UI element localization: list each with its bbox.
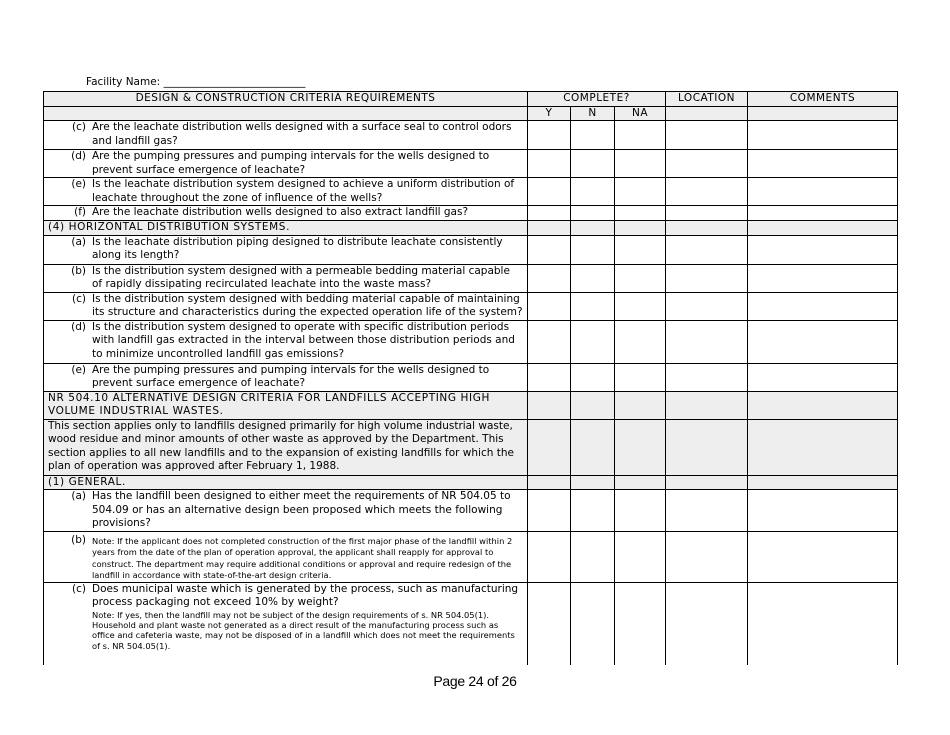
- y-cell[interactable]: [528, 490, 571, 532]
- item-question: Are the pumping pressures and pumping intervals for the wells designed to prevent surface emergence of leachate?: [92, 150, 490, 176]
- y-cell[interactable]: [528, 532, 571, 583]
- criteria-header: DESIGN & CONSTRUCTION CRITERIA REQUIREMENTS: [44, 92, 528, 107]
- location-cell[interactable]: [666, 178, 748, 206]
- comments-cell[interactable]: [748, 582, 898, 665]
- y-cell[interactable]: [528, 292, 571, 320]
- item-note: Note: If the applicant does not completed construction of the first major phase of the landfill within 2 years from the date of the plan of operation approval, the applicant shall reapply for approval to construct. The department may require additional conditions or approval and require redesign of the landfill in accordance with state-of-the-art design criteria.: [92, 536, 513, 581]
- comments-cell[interactable]: [748, 178, 898, 206]
- comments-cell[interactable]: [748, 320, 898, 363]
- page-number: Page 24 of 26: [433, 673, 517, 689]
- complete-header: COMPLETE?: [528, 92, 666, 107]
- comments-cell[interactable]: [748, 363, 898, 391]
- table-row: [44, 150, 898, 178]
- item-question: Has the landfill been designed to either meet the requirements of NR 504.05 to 504.09 or has an alternative design been proposed which meets the following provisions?: [92, 490, 511, 529]
- na-cell[interactable]: [615, 235, 666, 264]
- section-row: [44, 419, 898, 475]
- item-letter: (e): [71, 178, 86, 190]
- table-row: [44, 363, 898, 391]
- item-letter: (c): [72, 582, 86, 595]
- facility-name-line: [86, 76, 305, 88]
- location-cell[interactable]: [666, 582, 748, 665]
- n-cell[interactable]: [571, 121, 615, 150]
- y-cell[interactable]: [528, 264, 571, 292]
- location-cell[interactable]: [666, 206, 748, 221]
- section-description: This section applies only to landfills designed primarily for high volume industrial waste, wood residue and minor amounts of other waste as approved by the Department. This section applies to all new landfills and to the expansion of existing landfills for which the plan of operation was approved after February 1, 1988.: [44, 419, 528, 475]
- table-row: [44, 121, 898, 150]
- y-cell[interactable]: [528, 363, 571, 391]
- location-cell[interactable]: [666, 532, 748, 583]
- n-header: N: [571, 106, 615, 121]
- item-letter: (b): [71, 534, 86, 546]
- item-letter: (a): [71, 490, 86, 502]
- location-cell[interactable]: [666, 292, 748, 320]
- comments-cell[interactable]: [748, 235, 898, 264]
- item-question: Are the leachate distribution wells designed with a surface seal to control odors and landfill gas?: [92, 121, 512, 147]
- na-cell[interactable]: [615, 532, 666, 583]
- n-cell[interactable]: [571, 363, 615, 391]
- n-cell[interactable]: [571, 320, 615, 363]
- y-cell[interactable]: [528, 206, 571, 221]
- section-row: [44, 221, 898, 236]
- item-letter: (c): [72, 292, 86, 305]
- n-cell[interactable]: [571, 178, 615, 206]
- facility-name-blank[interactable]: ___________________________: [163, 76, 306, 88]
- subheader-row: [44, 106, 898, 121]
- item-question: Is the distribution system designed with a permeable bedding material capable of rapidly dissipating recirculated leachate into the waste mass?: [92, 264, 510, 290]
- na-cell[interactable]: [615, 264, 666, 292]
- na-cell[interactable]: [615, 178, 666, 206]
- table-row: [44, 178, 898, 206]
- table-row: [44, 582, 898, 665]
- table-row: [44, 532, 898, 583]
- location-cell[interactable]: [666, 235, 748, 264]
- location-cell[interactable]: [666, 150, 748, 178]
- location-cell[interactable]: [666, 320, 748, 363]
- n-cell[interactable]: [571, 150, 615, 178]
- comments-cell[interactable]: [748, 490, 898, 532]
- location-cell[interactable]: [666, 490, 748, 532]
- na-cell[interactable]: [615, 292, 666, 320]
- section-row: [44, 475, 898, 490]
- n-cell[interactable]: [571, 206, 615, 221]
- item-question: Is the leachate distribution piping designed to distribute leachate consistently along its length?: [92, 235, 503, 261]
- header-row: [44, 92, 898, 107]
- location-cell[interactable]: [666, 264, 748, 292]
- n-cell[interactable]: [571, 490, 615, 532]
- table-row: [44, 264, 898, 292]
- section-heading: (4) HORIZONTAL DISTRIBUTION SYSTEMS.: [44, 221, 528, 236]
- item-question: Is the distribution system designed with bedding material capable of maintaining its structure and characteristics during the expected operation life of the system?: [92, 292, 523, 318]
- y-cell[interactable]: [528, 150, 571, 178]
- table-row: [44, 235, 898, 264]
- item-letter: (e): [71, 363, 86, 376]
- table-row: [44, 320, 898, 363]
- na-cell[interactable]: [615, 121, 666, 150]
- y-cell[interactable]: [528, 178, 571, 206]
- section-row: [44, 391, 898, 419]
- item-question: Is the distribution system designed to operate with specific distribution periods with landfill gas extracted in the interval between those distribution periods and to minimize uncontrolled landfill gas emissions?: [92, 320, 515, 360]
- na-cell[interactable]: [615, 490, 666, 532]
- item-question: Does municipal waste which is generated by the process, such as manufacturing process packaging not exceed 10% by weight?: [92, 582, 519, 609]
- y-cell[interactable]: [528, 320, 571, 363]
- n-cell[interactable]: [571, 235, 615, 264]
- criteria-table: [43, 91, 898, 665]
- na-header: NA: [615, 106, 666, 121]
- comments-cell[interactable]: [748, 121, 898, 150]
- comments-header: COMMENTS: [748, 92, 898, 107]
- item-letter: (a): [71, 235, 86, 248]
- na-cell[interactable]: [615, 150, 666, 178]
- comments-cell[interactable]: [748, 150, 898, 178]
- item-question: Is the leachate distribution system designed to achieve a uniform distribution of leachate throughout the zone of influence of the wells?: [92, 178, 515, 204]
- item-question: Are the leachate distribution wells designed to also extract landfill gas?: [92, 206, 469, 218]
- section-heading: (1) GENERAL.: [44, 475, 528, 490]
- comments-cell[interactable]: [748, 206, 898, 221]
- item-letter: (d): [71, 150, 86, 162]
- table-row: [44, 490, 898, 532]
- comments-cell[interactable]: [748, 264, 898, 292]
- comments-cell[interactable]: [748, 292, 898, 320]
- table-row: [44, 292, 898, 320]
- na-cell[interactable]: [615, 206, 666, 221]
- na-cell[interactable]: [615, 582, 666, 665]
- item-note: Note: If yes, then the landfill may not be subject of the design requirements of s. NR 504.05(1). Household and plant waste not generated as a direct result of the manufacturing process such as office and cafeteria waste, may not be disposed of in a landfill which does not meet the requirements of s. NR 504.05(1).: [92, 609, 515, 651]
- comments-cell[interactable]: [748, 532, 898, 583]
- location-header: LOCATION: [666, 92, 748, 107]
- table-row: [44, 206, 898, 221]
- item-letter: (f): [74, 206, 86, 218]
- y-cell[interactable]: [528, 121, 571, 150]
- item-question: Are the pumping pressures and pumping intervals for the wells designed to prevent surface emergence of leachate?: [92, 363, 490, 389]
- n-cell[interactable]: [571, 264, 615, 292]
- item-letter: (c): [72, 121, 86, 133]
- n-cell[interactable]: [571, 582, 615, 665]
- location-cell[interactable]: [666, 363, 748, 391]
- item-letter: (b): [71, 264, 86, 277]
- na-cell[interactable]: [615, 320, 666, 363]
- n-cell[interactable]: [571, 292, 615, 320]
- y-cell[interactable]: [528, 582, 571, 665]
- item-letter: (d): [71, 320, 86, 333]
- section-heading: NR 504.10 ALTERNATIVE DESIGN CRITERIA FOR LANDFILLS ACCEPTING HIGH VOLUME INDUSTRIAL WASTES.: [44, 391, 528, 419]
- location-cell[interactable]: [666, 121, 748, 150]
- y-header: Y: [528, 106, 571, 121]
- n-cell[interactable]: [571, 532, 615, 583]
- facility-name-label: Facility Name:: [86, 76, 161, 88]
- na-cell[interactable]: [615, 363, 666, 391]
- y-cell[interactable]: [528, 235, 571, 264]
